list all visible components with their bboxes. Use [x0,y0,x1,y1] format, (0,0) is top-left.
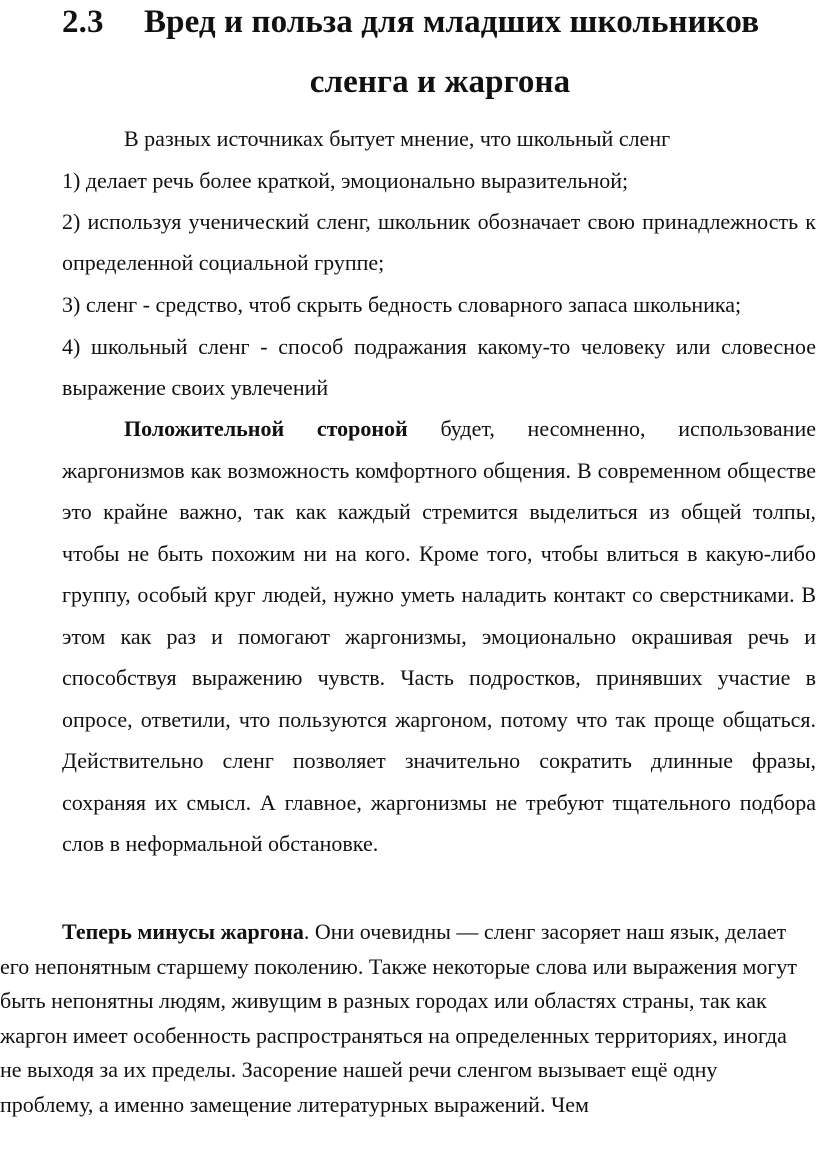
intro-paragraph: В разных источниках бытует мнение, что школьный сленг [124,126,671,151]
section-number: 2.3 [62,4,104,40]
section-title-line-1: Вред и польза для младших школьников [144,4,760,40]
list-item-4: 4) школьный сленг - способ подражания какому-то человеку или словесное выражение своих увлечений [62,334,816,400]
minus-paragraph [0,915,800,1122]
list-item-1: 1) делает речь более краткой, эмоционально выразительной; [62,168,629,193]
positive-text: будет, несомненно, использование жаргонизмов как возможность комфортного общения. В современном обществе это крайне важно, так как каждый стремится выделиться из общей толпы, чтобы не быть похожим ни на кого. Кроме того, чтобы влиться в какую-либо группу, особый круг людей, нужно уметь наладить контакт со сверстниками. В этом как раз и помогают жаргонизмы, эмоционально окрашивая речь и способствуя выражению чувств. Часть подростков, принявших участие в опросе, ответили, что пользуются жаргоном, потому что так проще общаться. Действительно сленг позволяет значительно сократить длинные фразы, сохраняя их смысл. А главное, жаргонизмы не требуют тщательного подбора слов в неформальной обстановке. [62,416,816,856]
positive-paragraph [62,408,816,865]
section-heading [62,2,816,42]
minus-text: . Они очевидны — сленг засоряет наш язык, делает его непонятным старшему поколению. Также некоторые слова или выражения могут быть непонятны людям, живущим в разных городах или областях страны, так как жаргон имеет особенность распространяться на определенных территориях, иногда не выходя за их пределы. Засорение нашей речи сленгом вызывает ещё одну проблему, а именно замещение литературных выражений. Чем [0,919,798,1117]
list-item-3: 3) сленг - средство, чтоб скрыть бедность словарного запаса школьника; [62,292,742,317]
section-title-line-2: сленга и жаргона [309,64,571,100]
list-item-2: 2) используя ученический сленг, школьник обозначает свою принадлежность к определенной социальной группе; [62,209,816,275]
minus-lead: Теперь минусы жаргона [62,919,304,944]
positive-lead: Положительной стороной [124,416,408,441]
